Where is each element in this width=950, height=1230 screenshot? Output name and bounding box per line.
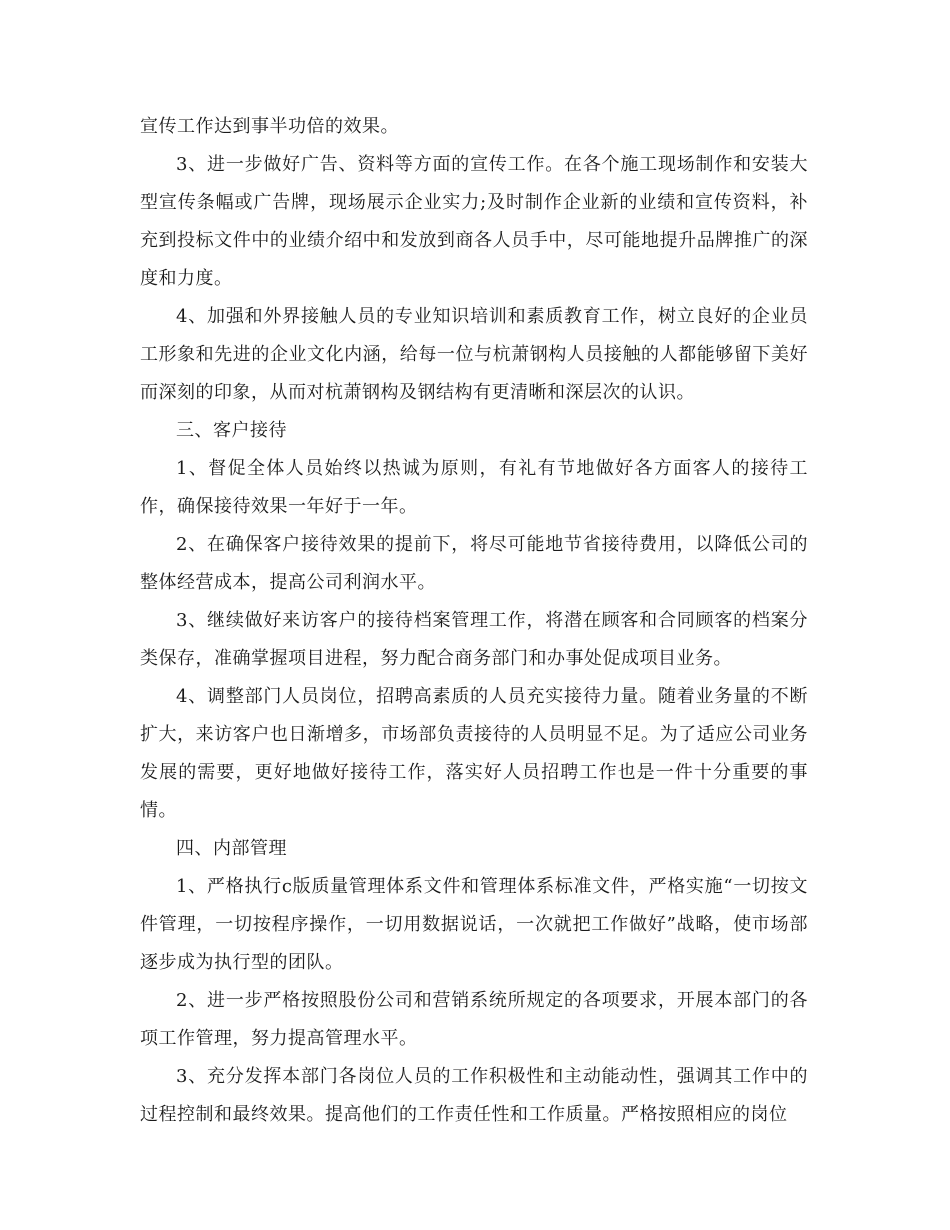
paragraph-continuation: 宣传工作达到事半功倍的效果。 xyxy=(140,116,399,137)
paragraph-management-item-2: 2、进一步严格按照股份公司和营销系统所规定的各项要求，开展本部门的各项工作管理，努力提高管理水平。 xyxy=(140,990,808,1049)
paragraph-management-item-3: 3、充分发挥本部门各岗位人员的工作积极性和主动能动性，强调其工作中的过程控制和最终效果。提高他们的工作责任性和工作质量。严格按照相应的岗位 xyxy=(140,1066,808,1125)
paragraph-reception-item-3: 3、继续做好来访客户的接待档案管理工作，将潜在顾客和合同顾客的档案分类保存，准确掌握项目进程，努力配合商务部门和办事处促成项目业务。 xyxy=(140,610,808,669)
paragraph-management-item-1: 1、严格执行c版质量管理体系文件和管理体系标准文件，严格实施“一切按文件管理，一切按程序操作，一切用数据说话，一次就把工作做好”战略，使市场部逐步成为执行型的团队。 xyxy=(140,876,808,973)
paragraph-reception-item-4: 4、调整部门人员岗位，招聘高素质的人员充实接待力量。随着业务量的不断扩大，来访客户也日渐增多，市场部负责接待的人员明显不足。为了适应公司业务发展的需要，更好地做好接待工作，落实好人员招聘工作也是一件十分重要的事情。 xyxy=(140,686,808,821)
paragraph-reception-item-1: 1、督促全体人员始终以热诚为原则，有礼有节地做好各方面客人的接待工作，确保接待效果一年好于一年。 xyxy=(140,458,808,517)
paragraph-promo-item-4: 4、加强和外界接触人员的专业知识培训和素质教育工作，树立良好的企业员工形象和先进的企业文化内涵，给每一位与杭萧钢构人员接触的人都能够留下美好而深刻的印象，从而对杭萧钢构及钢结构有更清晰和深层次的认识。 xyxy=(140,306,808,403)
paragraph-reception-item-2: 2、在确保客户接待效果的提前下，将尽可能地节省接待费用，以降低公司的整体经营成本，提高公司利润水平。 xyxy=(140,534,808,593)
section-heading-reception: 三、客户接待 xyxy=(176,420,287,441)
document-body xyxy=(140,108,808,1134)
section-heading-internal-management: 四、内部管理 xyxy=(176,838,287,859)
paragraph-promo-item-3: 3、进一步做好广告、资料等方面的宣传工作。在各个施工现场制作和安装大型宣传条幅或广告牌，现场展示企业实力;及时制作企业新的业绩和宣传资料，补充到投标文件中的业绩介绍中和发放到商各人员手中，尽可能地提升品牌推广的深度和力度。 xyxy=(140,154,808,289)
